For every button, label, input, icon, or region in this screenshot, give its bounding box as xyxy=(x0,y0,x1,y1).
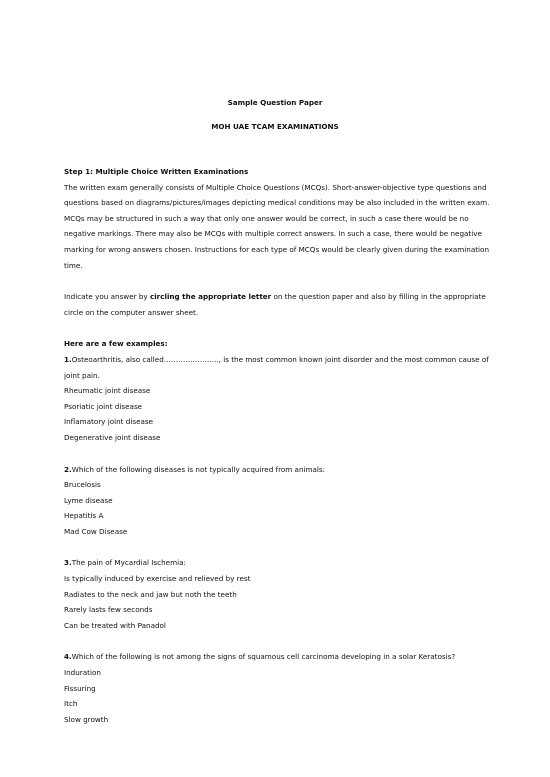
answer-option: Fissuring xyxy=(64,683,96,693)
question-2 xyxy=(64,462,494,540)
answer-option: Radiates to the neck and jaw but noth the teeth xyxy=(64,589,237,599)
answer-option: Lyme disease xyxy=(64,495,113,505)
answer-option: Itch xyxy=(64,699,78,709)
document-title: Sample Question Paper xyxy=(227,98,323,107)
document-body xyxy=(64,164,494,727)
answer-option: Rheumatic joint disease xyxy=(64,386,151,396)
question-stem xyxy=(64,649,494,665)
answer-option: Induration xyxy=(64,668,101,678)
question-number: 1. xyxy=(64,354,72,364)
document-subtitle: MOH UAE TCAM EXAMINATIONS xyxy=(211,122,339,131)
question-text: Osteoarthritis, also called………………….., is the most common known joint disorder and the most common cause of joint pain. xyxy=(64,354,489,380)
instructions-post: on the question paper and also by filling in the appropriate circle on the computer answer sheet. xyxy=(64,292,486,317)
answer-option: Hepatitis A xyxy=(64,511,104,521)
question-1 xyxy=(64,352,494,446)
question-number: 2. xyxy=(64,464,72,474)
question-stem xyxy=(64,462,494,478)
question-number: 4. xyxy=(64,652,72,662)
answer-option: Degenerative joint disease xyxy=(64,432,161,442)
answer-option: Psoriatic joint disease xyxy=(64,401,143,411)
question-3 xyxy=(64,555,494,633)
step-heading: Step 1: Multiple Choice Written Examinations xyxy=(64,167,249,176)
answer-option: Can be treated with Panadol xyxy=(64,620,166,630)
answer-option: Inflamatory joint disease xyxy=(64,417,154,427)
question-stem xyxy=(64,352,494,383)
examples-heading: Here are a few examples: xyxy=(64,339,168,349)
question-number: 3. xyxy=(64,558,72,568)
answer-option: Slow growth xyxy=(64,714,109,724)
answer-option: Mad Cow Disease xyxy=(64,526,128,536)
instructions-pre: Indicate you answer by xyxy=(64,292,150,302)
question-text: Which of the following is not among the signs of squamous cell carcinoma developing in a solar Keratosis? xyxy=(71,652,456,662)
answer-option: Rarely lasts few seconds xyxy=(64,605,153,615)
question-stem xyxy=(64,555,494,571)
intro-paragraph: The written exam generally consists of Multiple Choice Questions (MCQs). Short-answer-objective type questions and questions based on diagrams/pictures/images depicting medical conditions may be also included in the written exam. MCQs may be structured in such a way that only one answer would be correct, in such a case there would be no negative markings. There may also be MCQs with multiple correct answers. In such a case, there would be negative marking for wrong answers chosen. Instructions for each type of MCQs would be clearly given during the examination time. xyxy=(64,182,490,270)
instructions-emphasis: circling the appropriate letter xyxy=(149,292,272,302)
answer-option: Brucelosis xyxy=(64,480,101,490)
question-text: Which of the following diseases is not typically acquired from animals: xyxy=(71,464,326,474)
instructions-paragraph xyxy=(64,289,494,320)
answer-option: Is typically induced by exercise and relieved by rest xyxy=(64,574,251,584)
question-4 xyxy=(64,649,494,727)
question-text: The pain of Mycardial Ischemia: xyxy=(71,558,186,568)
